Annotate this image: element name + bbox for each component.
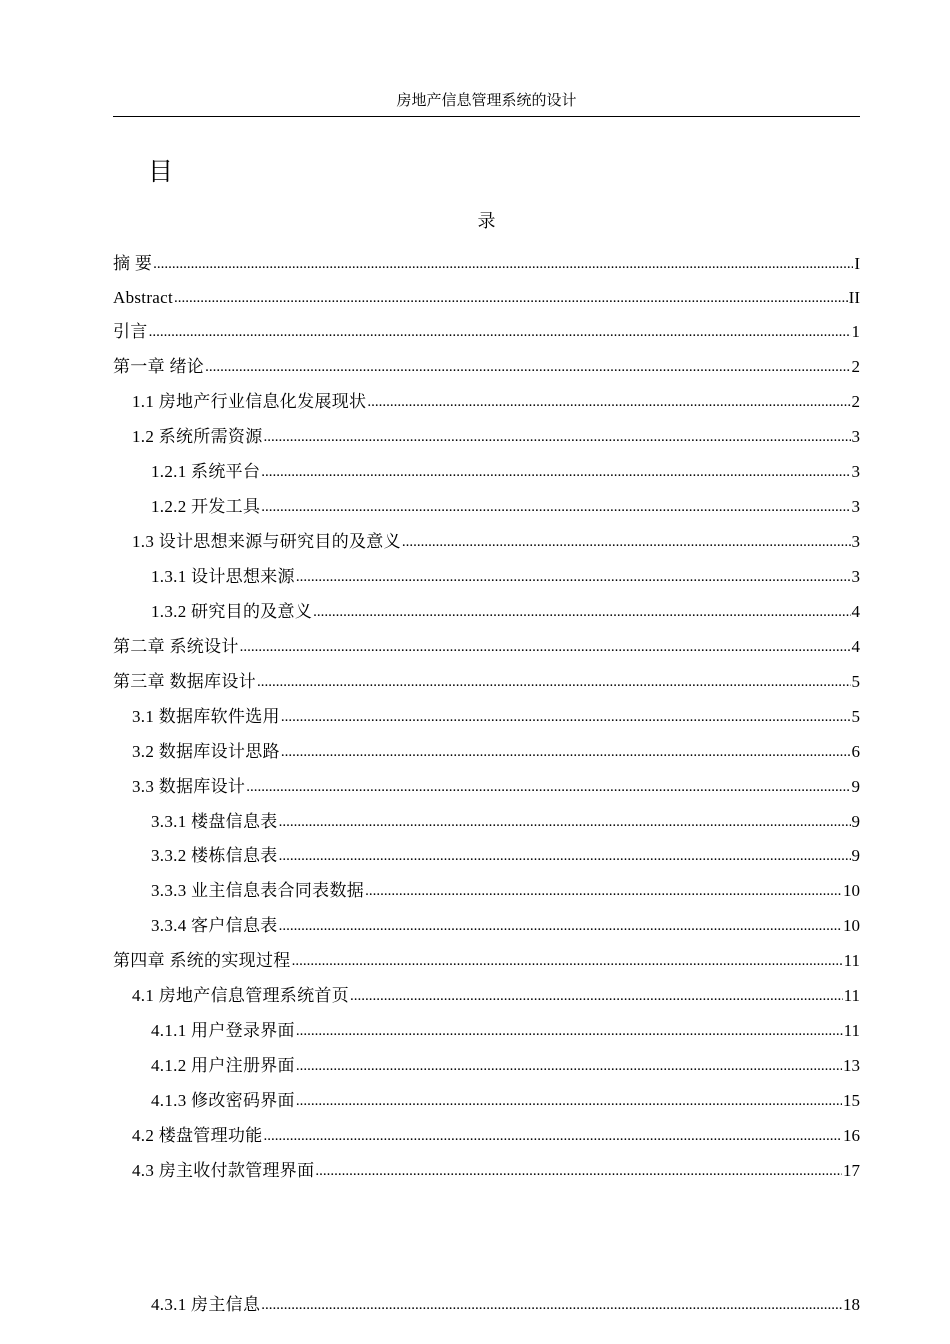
toc-entry-section-3-3-3[interactable] (113, 879, 860, 903)
toc-entry-page: 3 (851, 532, 860, 551)
running-header: 房地产信息管理系统的设计 (396, 93, 577, 109)
toc-entry-chapter-1[interactable] (113, 355, 860, 379)
toc-entry-section-1-3-2[interactable] (113, 600, 860, 624)
toc-entry-label: 4.3 房主收付款管理界面 (132, 1161, 315, 1180)
toc-entry-section-4-3[interactable] (113, 1159, 860, 1183)
toc-entry-page: 3 (851, 462, 860, 481)
toc-leader-dots (279, 914, 842, 938)
toc-leader-dots (281, 705, 851, 729)
toc-entry-page: 15 (843, 1091, 860, 1110)
toc-entry-page: 16 (843, 1126, 860, 1145)
toc-entry-section-4-1-1[interactable] (113, 1019, 860, 1043)
toc-leader-dots (402, 530, 851, 554)
toc-entry-section-1-2[interactable] (113, 425, 860, 449)
toc-entry-abstract-en[interactable] (113, 286, 860, 310)
toc-leader-dots (281, 740, 851, 764)
toc-entry-page: 5 (851, 672, 860, 691)
toc-entry-page: 10 (843, 881, 860, 900)
toc-entry-page: 9 (851, 812, 860, 831)
toc-entry-page: 3 (851, 497, 860, 516)
toc-entry-page: 5 (851, 707, 860, 726)
toc-entry-label: 4.1.1 用户登录界面 (151, 1021, 295, 1040)
toc-entry-label: 1.3 设计思想来源与研究目的及意义 (132, 532, 401, 551)
toc-entry-section-4-1-3[interactable] (113, 1089, 860, 1113)
toc-entry-page: 2 (851, 392, 860, 411)
toc-leader-dots (296, 1019, 843, 1043)
toc-leader-dots (246, 775, 850, 799)
toc-entry-label: 1.3.2 研究目的及意义 (151, 602, 313, 621)
toc-entry-page: I (854, 254, 860, 273)
toc-entry-section-3-1[interactable] (113, 705, 860, 729)
toc-entry-page: 11 (843, 1021, 860, 1040)
toc-leader-dots (296, 1089, 842, 1113)
toc-entry-page: 11 (843, 951, 860, 970)
toc-entry-chapter-2[interactable] (113, 635, 860, 659)
toc-entry-label: 3.1 数据库软件选用 (132, 707, 280, 726)
toc-entry-label: 第四章 系统的实现过程 (113, 951, 291, 970)
toc-leader-dots (240, 635, 851, 659)
toc-leader-dots (153, 252, 853, 276)
toc-leader-dots (296, 1054, 842, 1078)
toc-leader-dots (315, 1159, 842, 1183)
toc-leader-dots (149, 320, 851, 344)
toc-leader-dots (261, 495, 850, 519)
toc-leader-dots (279, 844, 851, 868)
toc-entry-page: 9 (851, 777, 860, 796)
toc-entry-label: 第二章 系统设计 (113, 637, 239, 656)
toc-entry-section-3-3-4[interactable] (113, 914, 860, 938)
toc-leader-dots (261, 460, 850, 484)
toc-entry-label: 4.2 楼盘管理功能 (132, 1126, 263, 1145)
toc-entry-abstract-cn[interactable] (113, 252, 860, 276)
toc-entry-label: 1.2 系统所需资源 (132, 427, 263, 446)
toc-leader-dots (367, 390, 850, 414)
toc-entry-label: 3.3 数据库设计 (132, 777, 246, 796)
toc-entry-label: 第一章 绪论 (113, 357, 205, 376)
toc-entry-label: 1.2.2 开发工具 (151, 497, 261, 516)
toc-entry-page: 3 (851, 567, 860, 586)
toc-entry-section-4-1-2[interactable] (113, 1054, 860, 1078)
toc-entry-page: 11 (843, 986, 860, 1005)
toc-entry-chapter-3[interactable] (113, 670, 860, 694)
toc-entry-label: 摘 要 (113, 254, 153, 273)
toc-leader-dots (296, 565, 851, 589)
toc-entry-label: 3.2 数据库设计思路 (132, 742, 280, 761)
header-rule (113, 116, 860, 117)
toc-leader-dots (365, 879, 842, 903)
toc-entry-section-4-3-1[interactable] (113, 1293, 860, 1317)
toc-leader-dots (279, 810, 851, 834)
toc-entry-label: 4.1.2 用户注册界面 (151, 1056, 295, 1075)
toc-leader-dots (292, 949, 843, 973)
toc-entry-label: 3.3.4 客户信息表 (151, 916, 278, 935)
toc-leader-dots (205, 355, 850, 379)
toc-leader-dots (313, 600, 850, 624)
toc-entry-section-1-2-1[interactable] (113, 460, 860, 484)
toc-entry-introduction[interactable] (113, 320, 860, 344)
toc-leader-dots (257, 670, 851, 694)
toc-leader-dots (174, 286, 848, 310)
toc-entry-page: 3 (851, 427, 860, 446)
toc-leader-dots (261, 1293, 842, 1317)
toc-entry-page: 18 (843, 1295, 860, 1314)
toc-entry-label: 第三章 数据库设计 (113, 672, 256, 691)
toc-entry-label: 引言 (113, 322, 148, 341)
toc-entry-section-1-2-2[interactable] (113, 495, 860, 519)
toc-entry-section-4-1[interactable] (113, 984, 860, 1008)
toc-entry-page: 17 (843, 1161, 860, 1180)
toc-entry-section-3-3-1[interactable] (113, 810, 860, 834)
toc-entry-label: 4.1.3 修改密码界面 (151, 1091, 295, 1110)
toc-entry-section-1-1[interactable] (113, 390, 860, 414)
toc-leader-dots (264, 1124, 843, 1148)
toc-entry-page: 9 (851, 846, 860, 865)
toc-leader-dots (264, 425, 851, 449)
toc-entry-label: Abstract (113, 288, 173, 307)
toc-entry-section-4-2[interactable] (113, 1124, 860, 1148)
toc-entry-label: 1.2.1 系统平台 (151, 462, 261, 481)
toc-entry-section-3-3[interactable] (113, 775, 860, 799)
toc-entry-page: 6 (851, 742, 860, 761)
toc-entry-page: 13 (843, 1056, 860, 1075)
toc-entry-page: 2 (851, 357, 860, 376)
toc-leader-dots (350, 984, 843, 1008)
toc-entry-section-3-2[interactable] (113, 740, 860, 764)
toc-entry-page: 4 (851, 637, 860, 656)
toc-entry-page: 10 (843, 916, 860, 935)
toc-entry-label: 3.3.2 楼栋信息表 (151, 846, 278, 865)
toc-entry-label: 1.3.1 设计思想来源 (151, 567, 295, 586)
toc-title-part1: 目 (148, 157, 174, 186)
toc-title-part2: 录 (477, 211, 496, 231)
toc-entry-label: 4.1 房地产信息管理系统首页 (132, 986, 349, 1005)
toc-entry-label: 3.3.3 业主信息表合同表数据 (151, 881, 365, 900)
toc-entry-label: 3.3.1 楼盘信息表 (151, 812, 278, 831)
toc-entry-page: II (848, 288, 860, 307)
toc-entry-section-1-3[interactable] (113, 530, 860, 554)
toc-entry-label: 1.1 房地产行业信息化发展现状 (132, 392, 367, 411)
toc-entry-chapter-4[interactable] (113, 949, 860, 973)
toc-entry-page: 4 (851, 602, 860, 621)
toc-entry-section-3-3-2[interactable] (113, 844, 860, 868)
toc-entry-page: 1 (851, 322, 860, 341)
toc-entry-label: 4.3.1 房主信息 (151, 1295, 261, 1314)
toc-entry-section-1-3-1[interactable] (113, 565, 860, 589)
